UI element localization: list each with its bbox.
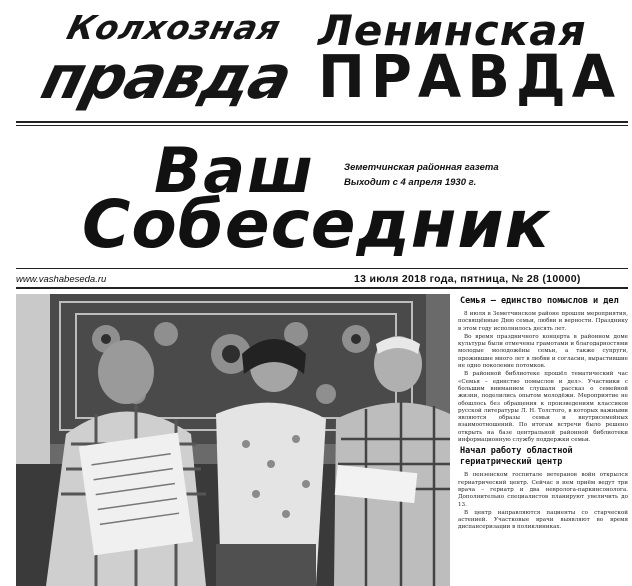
old-title-kolkhoznaya-pravda	[31, 6, 308, 114]
issue-dateline: 13 июля 2018 года, пятница, № 28 (10000)	[354, 273, 581, 285]
article-1-paragraph: В районной библиотеке прошёл тематический час «Семья – единство помыслов и дел». Участники с большим вниманием слушали рассказ о семейной жизни, поделились опытом молодёжи. Мероприятие не обошлось без обращения к произведениям классиков русской литературы Л. Н. Толстого, в которых важными являются образы семьи и внутрисемейных взаимоотношений. По итогам встречи было решено открыть на базе центральной районной библиотеки информационную службу поддержки семьи.	[458, 371, 628, 444]
articles-column	[458, 294, 628, 586]
article-2-body	[458, 472, 628, 531]
issue-bar-top-rule	[16, 268, 628, 269]
issue-bar-bottom-rule	[16, 287, 628, 289]
old-title-1-line2: правда	[34, 43, 299, 113]
article-2-headline: Начал работу областной гериатрический центр	[460, 446, 573, 468]
title-word-sobesednik: Собеседник	[82, 186, 551, 263]
old-title-2-line1: Ленинская	[318, 6, 587, 55]
masthead-divider	[16, 121, 628, 123]
article-1-paragraph: Во время праздничного концерта в районном доме культуры были отмечены грамотами и благодарностями молодые молодожёны семьи, а также супруги, прожившие много лет в любви и согласии, вырастившие не одно поколение потомков.	[458, 333, 628, 370]
old-title-leninskaya-pravda	[318, 6, 622, 112]
family-reading-newspaper-icon	[16, 294, 450, 586]
website-url[interactable]: www.vashabeseda.ru	[16, 274, 107, 285]
front-page-photo	[16, 294, 450, 586]
subtitle-since: Выходит с 4 апреля 1930 г.	[344, 177, 477, 188]
old-title-2-line2: ПРАВДА	[318, 43, 622, 112]
article-2-paragraph: В пензенском госпитале ветеранов войн открылся гериатрический центр. Сейчас в нем приём ведут три врача – гериатр и два невролога-паркинсонолога. Дополнительно специалистов планируют увеличить до 13.	[458, 472, 628, 508]
article-2-paragraph: В центр направляются пациенты со старческой астенией. Участковые врачи выявляют во время диспансеризации в поликлиниках.	[458, 509, 628, 531]
newspaper-title	[76, 134, 551, 263]
article-1-headline: Семья – единство помыслов и дел	[460, 296, 619, 306]
title-word-vash: Ваш	[154, 134, 315, 207]
masthead-subtitle	[344, 160, 584, 190]
masthead-divider-thin	[16, 125, 628, 126]
article-1-body	[458, 311, 628, 444]
old-title-1-line1: Колхозная	[63, 8, 286, 47]
article-1-paragraph: 8 июля в Земетчинском районе прошли мероприятия, посвящённые Дню семьи, любви и верности. Празднику в этом году исполнилось десять лет.	[458, 311, 628, 332]
subtitle-region: Земетчинская районная газета	[344, 162, 499, 173]
